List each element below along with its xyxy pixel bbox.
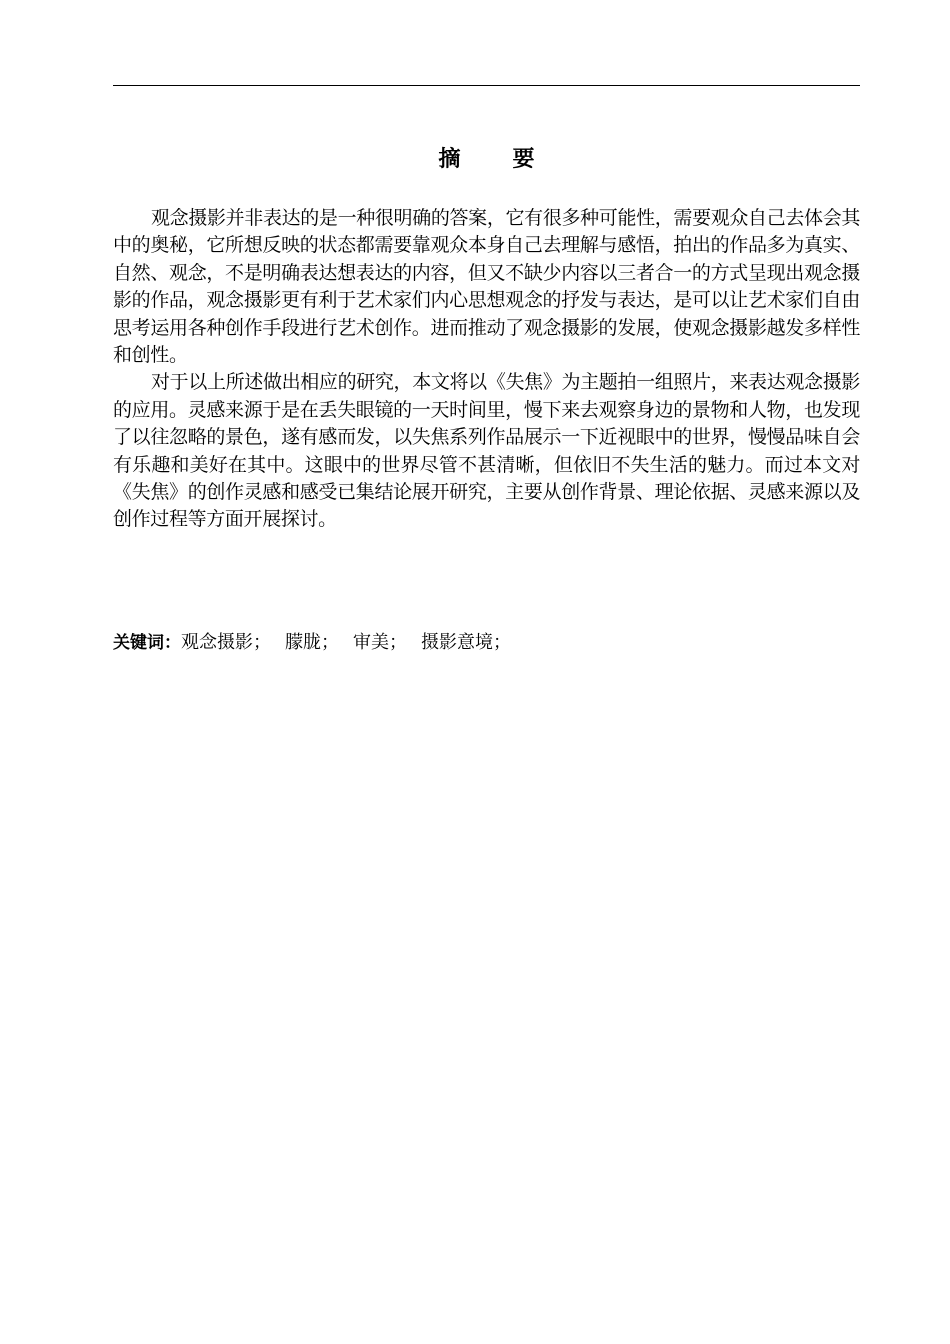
keywords-line (113, 628, 860, 658)
keyword-item: 摄影意境； (421, 632, 511, 653)
keyword-item: 审美； (353, 632, 407, 653)
abstract-title (113, 140, 860, 180)
abstract-paragraph-1: 观念摄影并非表达的是一种很明确的答案，它有很多种可能性，需要观众自己去体会其中的奥秘，它所想反映的状态都需要靠观众本身自己去理解与感悟，拍出的作品多为真实、自然、观念，不是明确表达想表达的内容，但又不缺少内容以三者合一的方式呈现出观念摄影的作品，观念摄影更有利于艺术家们内心思想观念的抒发与表达，是可以让艺术家们自由思考运用各种创作手段进行艺术创作。进而推动了观念摄影的发展，使观念摄影越发多样性和创性。 (113, 207, 860, 367)
keyword-item: 朦胧； (285, 632, 339, 653)
keywords-label: 关键词： (113, 633, 181, 653)
title-char-1: 摘 (438, 147, 461, 172)
keyword-item: 观念摄影； (181, 632, 271, 653)
abstract-paragraph-2: 对于以上所述做出相应的研究，本文将以《失焦》为主题拍一组照片，来表达观念摄影的应用。灵感来源于是在丢失眼镜的一天时间里，慢下来去观察身边的景物和人物，也发现了以往忽略的景色，遂有感而发，以失焦系列作品展示一下近视眼中的世界，慢慢品味自会有乐趣和美好在其中。这眼中的世界尽管不甚清晰，但依旧不失生活的魅力。而过本文对《失焦》的创作灵感和感受已集结论展开研究，主要从创作背景、理论依据、灵感来源以及创作过程等方面开展探讨。 (113, 371, 860, 531)
abstract-body (113, 205, 860, 534)
title-char-2: 要 (512, 147, 535, 172)
header-rule (113, 85, 860, 86)
